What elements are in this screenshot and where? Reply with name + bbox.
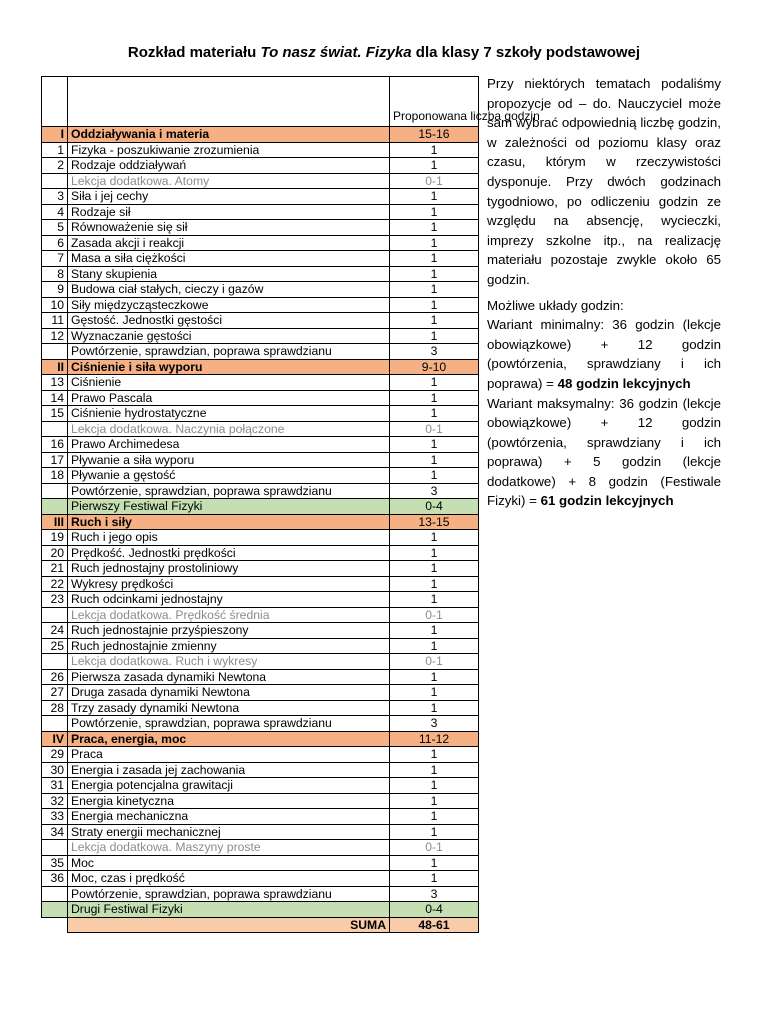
row-topic-cell: Powtórzenie, sprawdzian, poprawa sprawdzianu [68,716,390,732]
row-hours-cell: 0-1 [390,607,479,623]
row-hours-cell: 1 [390,328,479,344]
row-number-cell [42,499,68,515]
row-number-cell: 1 [42,142,68,158]
table-row [42,592,479,608]
row-number-cell [42,607,68,623]
row-hours-cell: 9-10 [390,359,479,375]
row-topic-cell: Fizyka - poszukiwanie zrozumienia [68,142,390,158]
row-topic-cell: Prędkość. Jednostki prędkości [68,545,390,561]
festival-row [42,499,479,515]
extra-lesson-row [42,421,479,437]
table-row [42,747,479,763]
total-label: SUMA [68,917,390,933]
row-hours-cell: 1 [390,855,479,871]
row-topic-cell: Energia kinetyczna [68,793,390,809]
extra-lesson-row [42,173,479,189]
table-row [42,142,479,158]
festival-row [42,902,479,918]
row-hours-cell: 0-1 [390,840,479,856]
row-hours-cell: 1 [390,204,479,220]
table-row [42,530,479,546]
row-number-cell: 29 [42,747,68,763]
document-title [0,44,768,61]
table-row [42,437,479,453]
table-row [42,406,479,422]
row-hours-cell: 1 [390,158,479,174]
row-hours-cell: 1 [390,793,479,809]
row-topic-cell: Energia potencjalna grawitacji [68,778,390,794]
row-topic-cell: Ciśnienie [68,375,390,391]
row-number-cell: 17 [42,452,68,468]
table-row [42,452,479,468]
row-topic-cell: Lekcja dodatkowa. Naczynia połączone [68,421,390,437]
row-topic-cell: Praca, energia, moc [68,731,390,747]
row-topic-cell: Oddziaływania i materia [68,127,390,143]
row-hours-cell: 1 [390,375,479,391]
row-topic-cell: Siła i jej cechy [68,189,390,205]
row-topic-cell: Pływanie a gęstość [68,468,390,484]
row-topic-cell: Moc, czas i prędkość [68,871,390,887]
row-number-cell: 10 [42,297,68,313]
row-hours-cell: 1 [390,452,479,468]
row-number-cell: 27 [42,685,68,701]
review-row [42,886,479,902]
row-number-cell: 24 [42,623,68,639]
row-topic-cell: Ruch jednostajnie przyśpieszony [68,623,390,639]
row-hours-cell: 11-12 [390,731,479,747]
row-number-cell: 3 [42,189,68,205]
row-topic-cell: Gęstość. Jednostki gęstości [68,313,390,329]
table-row [42,313,479,329]
row-topic-cell: Ruch jednostajnie zmienny [68,638,390,654]
row-topic-cell: Wykresy prędkości [68,576,390,592]
table-row [42,189,479,205]
row-hours-cell: 1 [390,623,479,639]
row-topic-cell: Pływanie a siła wyporu [68,452,390,468]
title-book-name: To nasz świat. Fizyka [260,44,412,61]
row-hours-cell: 1 [390,235,479,251]
table-row [42,251,479,267]
table-row [42,809,479,825]
table-row [42,871,479,887]
row-topic-cell: Ciśnienie hydrostatyczne [68,406,390,422]
review-row [42,344,479,360]
row-hours-cell: 1 [390,638,479,654]
row-topic-cell: Powtórzenie, sprawdzian, poprawa sprawdzianu [68,483,390,499]
table-row [42,638,479,654]
table-row [42,685,479,701]
row-topic-cell: Lekcja dodatkowa. Ruch i wykresy [68,654,390,670]
row-hours-cell: 1 [390,282,479,298]
row-topic-cell: Lekcja dodatkowa. Prędkość średnia [68,607,390,623]
row-hours-cell: 0-1 [390,421,479,437]
review-row [42,483,479,499]
table-row [42,778,479,794]
row-hours-cell: 3 [390,886,479,902]
section-row [42,359,479,375]
row-number-cell [42,344,68,360]
row-hours-cell: 1 [390,530,479,546]
row-hours-cell: 1 [390,313,479,329]
row-hours-cell: 1 [390,700,479,716]
row-number-cell: III [42,514,68,530]
row-number-cell: 6 [42,235,68,251]
row-topic-cell: Stany skupienia [68,266,390,282]
row-hours-cell: 1 [390,251,479,267]
row-hours-cell: 1 [390,669,479,685]
row-topic-cell: Powtórzenie, sprawdzian, poprawa sprawdzianu [68,344,390,360]
row-topic-cell: Straty energii mechanicznej [68,824,390,840]
notes-minimal-variant [487,315,721,393]
row-number-cell: 13 [42,375,68,391]
row-number-cell: 23 [42,592,68,608]
row-number-cell: 14 [42,390,68,406]
row-topic-cell: Pierwszy Festiwal Fizyki [68,499,390,515]
row-hours-cell: 1 [390,297,479,313]
row-number-cell: 20 [42,545,68,561]
row-hours-cell: 1 [390,437,479,453]
row-number-cell: 8 [42,266,68,282]
row-hours-cell: 13-15 [390,514,479,530]
row-number-cell: 2 [42,158,68,174]
table-row [42,669,479,685]
row-hours-cell: 0-1 [390,654,479,670]
table-row [42,576,479,592]
table-row [42,623,479,639]
row-number-cell: 18 [42,468,68,484]
row-hours-cell: 3 [390,716,479,732]
row-hours-cell: 1 [390,220,479,236]
row-topic-cell: Lekcja dodatkowa. Maszyny proste [68,840,390,856]
row-hours-cell: 1 [390,406,479,422]
notes-intro-paragraph: Przy niektórych tematach podaliśmy propozycje od – do. Nauczyciel może sam wybrać odpowiednią liczbę godzin, w zależności od poziomu klasy oraz czasu, którym w rzeczywistości dysponuje. Przy dwóch godzinach tygodniowo, po odliczeniu godzin ze względu na absencję, wycieczki, imprezy szkolne itp., na realizację materiału pozostaje zwykle około 65 godzin. [487,76,721,287]
row-number-cell: 22 [42,576,68,592]
row-number-cell [42,886,68,902]
table-row [42,282,479,298]
row-number-cell [42,173,68,189]
notes-maximal-variant [487,394,721,512]
row-topic-cell: Ruch i siły [68,514,390,530]
header-hours-cell: Proponowana liczba godzin [390,77,479,127]
title-prefix: Rozkład materiału [127,44,261,61]
row-hours-cell: 3 [390,483,479,499]
row-hours-cell: 0-4 [390,902,479,918]
row-topic-cell: Siły międzycząsteczkowe [68,297,390,313]
extra-lesson-row [42,607,479,623]
row-topic-cell: Pierwsza zasada dynamiki Newtona [68,669,390,685]
maximal-variant-text: Wariant maksymalny: 36 godzin (lekcje obowiązkowe) + 12 godzin (powtórzenia, sprawdziany i ich poprawa) + 5 godzin (lekcje dodatkowe) + 8 godzin (Festiwale Fizyki) = [487,395,721,509]
row-topic-cell: Ruch i jego opis [68,530,390,546]
table-row [42,700,479,716]
table-row [42,545,479,561]
row-number-cell [42,654,68,670]
row-number-cell: 15 [42,406,68,422]
table-row [42,561,479,577]
title-suffix: dla klasy 7 szkoły podstawowej [411,44,641,61]
review-row [42,716,479,732]
row-topic-cell: Energia mechaniczna [68,809,390,825]
row-number-cell: 35 [42,855,68,871]
table-row [42,204,479,220]
syllabus-table [41,76,540,933]
row-number-cell: 34 [42,824,68,840]
row-number-cell: 4 [42,204,68,220]
maximal-variant-total: 61 godzin lekcyjnych [540,493,674,509]
table-row [42,762,479,778]
row-number-cell [42,716,68,732]
row-hours-cell: 0-4 [390,499,479,515]
row-topic-cell: Ruch jednostajny prostoliniowy [68,561,390,577]
table-row [42,158,479,174]
table-row [42,375,479,391]
row-hours-cell: 15-16 [390,127,479,143]
row-hours-cell: 0-1 [390,173,479,189]
row-number-cell: 7 [42,251,68,267]
row-number-cell: 31 [42,778,68,794]
header-number-cell [42,77,68,127]
row-topic-cell: Równoważenie się sił [68,220,390,236]
table-row [42,328,479,344]
table-row [42,793,479,809]
row-number-cell: 32 [42,793,68,809]
row-number-cell: II [42,359,68,375]
notes-panel [487,74,721,511]
row-number-cell: I [42,127,68,143]
row-number-cell: 28 [42,700,68,716]
row-topic-cell: Ruch odcinkami jednostajny [68,592,390,608]
row-topic-cell: Praca [68,747,390,763]
row-hours-cell: 1 [390,390,479,406]
extra-lesson-row [42,654,479,670]
row-hours-cell: 1 [390,576,479,592]
row-number-cell: IV [42,731,68,747]
row-topic-cell: Wyznaczanie gęstości [68,328,390,344]
table-header-row [42,77,479,127]
table-row [42,266,479,282]
row-hours-cell: 3 [390,344,479,360]
row-hours-cell: 1 [390,778,479,794]
row-hours-cell: 1 [390,762,479,778]
row-number-cell: 11 [42,313,68,329]
row-number-cell [42,902,68,918]
total-row [42,917,479,933]
row-hours-cell: 1 [390,142,479,158]
table-row [42,824,479,840]
row-hours-cell: 1 [390,468,479,484]
row-topic-cell: Rodzaje sił [68,204,390,220]
section-row [42,514,479,530]
section-row [42,731,479,747]
table-row [42,220,479,236]
row-hours-cell: 1 [390,592,479,608]
row-topic-cell: Ciśnienie i siła wyporu [68,359,390,375]
row-topic-cell: Prawo Pascala [68,390,390,406]
row-topic-cell: Trzy zasady dynamiki Newtona [68,700,390,716]
row-topic-cell: Rodzaje oddziaływań [68,158,390,174]
row-number-cell: 5 [42,220,68,236]
row-number-cell: 36 [42,871,68,887]
row-number-cell: 21 [42,561,68,577]
row-hours-cell: 1 [390,809,479,825]
row-topic-cell: Zasada akcji i reakcji [68,235,390,251]
row-topic-cell: Prawo Archimedesa [68,437,390,453]
row-number-cell: 25 [42,638,68,654]
minimal-variant-total: 48 godzin lekcyjnych [557,375,691,391]
row-hours-cell: 1 [390,561,479,577]
table-row [42,855,479,871]
row-topic-cell: Druga zasada dynamiki Newtona [68,685,390,701]
extra-lesson-row [42,840,479,856]
table-row [42,297,479,313]
row-hours-cell: 1 [390,266,479,282]
row-number-cell: 33 [42,809,68,825]
notes-layouts-heading: Możliwe układy godzin: [487,297,624,313]
row-hours-cell: 1 [390,189,479,205]
table-row [42,390,479,406]
row-topic-cell: Drugi Festiwal Fizyki [68,902,390,918]
row-topic-cell: Energia i zasada jej zachowania [68,762,390,778]
row-number-cell [42,840,68,856]
row-number-cell: 26 [42,669,68,685]
row-topic-cell: Masa a siła ciężkości [68,251,390,267]
row-number-cell [42,421,68,437]
row-hours-cell: 1 [390,545,479,561]
row-topic-cell: Budowa ciał stałych, cieczy i gazów [68,282,390,298]
table-row [42,235,479,251]
section-row [42,127,479,143]
row-number-cell: 9 [42,282,68,298]
row-number-cell: 16 [42,437,68,453]
row-topic-cell: Lekcja dodatkowa. Atomy [68,173,390,189]
row-hours-cell: 1 [390,685,479,701]
minimal-variant-text: Wariant minimalny: 36 godzin (lekcje obowiązkowe) + 12 godzin (powtórzenia, sprawdziany i ich poprawa) = [487,317,721,391]
table-row [42,468,479,484]
row-hours-cell: 1 [390,871,479,887]
header-topic-cell [68,77,390,127]
row-number-cell: 19 [42,530,68,546]
row-number-cell [42,483,68,499]
row-topic-cell: Moc [68,855,390,871]
row-number-cell: 12 [42,328,68,344]
row-hours-cell: 1 [390,824,479,840]
row-topic-cell: Powtórzenie, sprawdzian, poprawa sprawdzianu [68,886,390,902]
row-number-cell: 30 [42,762,68,778]
row-hours-cell: 1 [390,747,479,763]
total-hours: 48-61 [390,917,479,933]
total-empty-cell [42,917,68,933]
